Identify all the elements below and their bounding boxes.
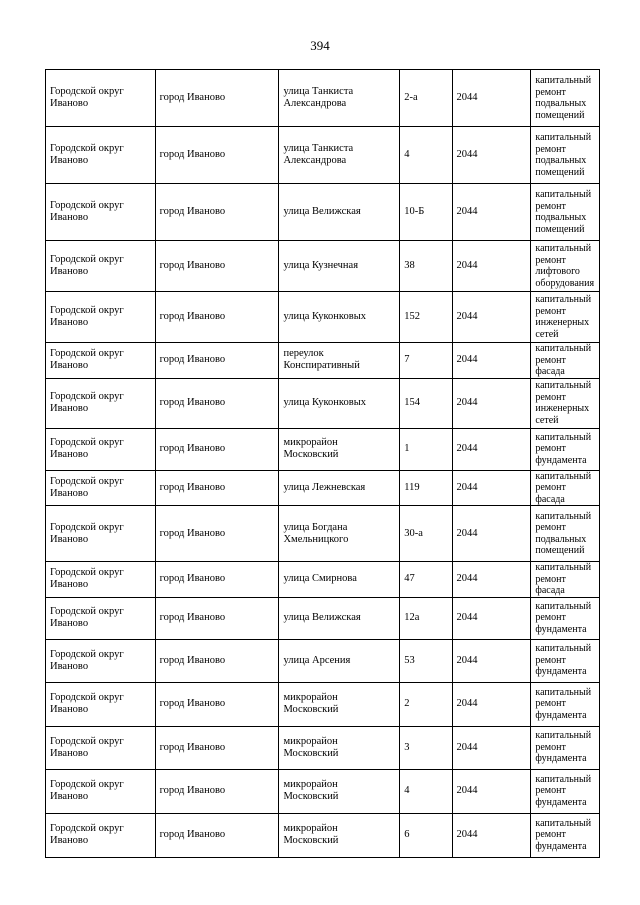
work-cell: капитальный ремонт фундамента	[531, 813, 600, 857]
city-cell: город Иваново	[155, 813, 279, 857]
house-cell: 7	[400, 343, 452, 379]
work-cell: капитальный ремонт фундамента	[531, 639, 600, 682]
year-cell: 2044	[452, 639, 531, 682]
city-cell: город Иваново	[155, 378, 279, 428]
city-cell: город Иваново	[155, 292, 279, 343]
work-cell: капитальный ремонт фасада	[531, 343, 600, 379]
house-cell: 12а	[400, 597, 452, 639]
year-cell: 2044	[452, 378, 531, 428]
page-number: 394	[310, 38, 330, 53]
street-cell: улица Смирнова	[279, 562, 400, 598]
year-cell: 2044	[452, 127, 531, 184]
region-cell: Городской округ Иваново	[46, 70, 156, 127]
city-cell: город Иваново	[155, 470, 279, 506]
house-cell: 38	[400, 241, 452, 292]
work-cell: капитальный ремонт фасада	[531, 470, 600, 506]
house-cell: 154	[400, 378, 452, 428]
table-row	[46, 562, 600, 598]
table-row	[46, 70, 600, 127]
city-cell: город Иваново	[155, 506, 279, 562]
region-cell: Городской округ Иваново	[46, 470, 156, 506]
year-cell: 2044	[452, 506, 531, 562]
city-cell: город Иваново	[155, 682, 279, 726]
work-cell: капитальный ремонт фундамента	[531, 769, 600, 813]
region-cell: Городской округ Иваново	[46, 597, 156, 639]
work-cell: капитальный ремонт инженерных сетей	[531, 378, 600, 428]
year-cell: 2044	[452, 597, 531, 639]
work-cell: капитальный ремонт подвальных помещений	[531, 70, 600, 127]
work-cell: капитальный ремонт фундамента	[531, 597, 600, 639]
table-row	[46, 378, 600, 428]
table-row	[46, 184, 600, 241]
house-cell: 1	[400, 428, 452, 470]
year-cell: 2044	[452, 70, 531, 127]
house-cell: 47	[400, 562, 452, 598]
table-row	[46, 292, 600, 343]
region-cell: Городской округ Иваново	[46, 241, 156, 292]
city-cell: город Иваново	[155, 184, 279, 241]
repair-schedule-table	[45, 69, 600, 858]
table-row	[46, 241, 600, 292]
street-cell: улица Кузнечная	[279, 241, 400, 292]
year-cell: 2044	[452, 682, 531, 726]
work-cell: капитальный ремонт фасада	[531, 562, 600, 598]
year-cell: 2044	[452, 813, 531, 857]
street-cell: улица Богдана Хмельницкого	[279, 506, 400, 562]
city-cell: город Иваново	[155, 241, 279, 292]
work-cell: капитальный ремонт инженерных сетей	[531, 292, 600, 343]
house-cell: 53	[400, 639, 452, 682]
table-row	[46, 127, 600, 184]
street-cell: улица Велижская	[279, 597, 400, 639]
street-cell: микрорайон Московский	[279, 726, 400, 769]
city-cell: город Иваново	[155, 769, 279, 813]
table-row	[46, 428, 600, 470]
year-cell: 2044	[452, 769, 531, 813]
street-cell: улица Танкиста Александрова	[279, 127, 400, 184]
region-cell: Городской округ Иваново	[46, 343, 156, 379]
region-cell: Городской округ Иваново	[46, 639, 156, 682]
city-cell: город Иваново	[155, 562, 279, 598]
street-cell: переулок Конспиративный	[279, 343, 400, 379]
city-cell: город Иваново	[155, 428, 279, 470]
region-cell: Городской округ Иваново	[46, 292, 156, 343]
house-cell: 4	[400, 127, 452, 184]
year-cell: 2044	[452, 292, 531, 343]
region-cell: Городской округ Иваново	[46, 378, 156, 428]
work-cell: капитальный ремонт фундамента	[531, 726, 600, 769]
city-cell: город Иваново	[155, 639, 279, 682]
street-cell: улица Арсения	[279, 639, 400, 682]
table-row	[46, 343, 600, 379]
table-row	[46, 726, 600, 769]
house-cell: 3	[400, 726, 452, 769]
house-cell: 6	[400, 813, 452, 857]
street-cell: микрорайон Московский	[279, 428, 400, 470]
year-cell: 2044	[452, 184, 531, 241]
table-row	[46, 597, 600, 639]
region-cell: Городской округ Иваново	[46, 562, 156, 598]
street-cell: улица Куконковых	[279, 378, 400, 428]
year-cell: 2044	[452, 726, 531, 769]
year-cell: 2044	[452, 562, 531, 598]
house-cell: 2-а	[400, 70, 452, 127]
street-cell: улица Куконковых	[279, 292, 400, 343]
table-row	[46, 639, 600, 682]
region-cell: Городской округ Иваново	[46, 127, 156, 184]
work-cell: капитальный ремонт фундамента	[531, 682, 600, 726]
work-cell: капитальный ремонт подвальных помещений	[531, 184, 600, 241]
table-row	[46, 682, 600, 726]
house-cell: 2	[400, 682, 452, 726]
city-cell: город Иваново	[155, 726, 279, 769]
house-cell: 10-Б	[400, 184, 452, 241]
house-cell: 152	[400, 292, 452, 343]
work-cell: капитальный ремонт фундамента	[531, 428, 600, 470]
house-cell: 119	[400, 470, 452, 506]
year-cell: 2044	[452, 343, 531, 379]
region-cell: Городской округ Иваново	[46, 769, 156, 813]
year-cell: 2044	[452, 470, 531, 506]
region-cell: Городской округ Иваново	[46, 428, 156, 470]
table-row	[46, 769, 600, 813]
region-cell: Городской округ Иваново	[46, 184, 156, 241]
work-cell: капитальный ремонт подвальных помещений	[531, 506, 600, 562]
year-cell: 2044	[452, 241, 531, 292]
house-cell: 4	[400, 769, 452, 813]
street-cell: микрорайон Московский	[279, 682, 400, 726]
region-cell: Городской округ Иваново	[46, 506, 156, 562]
table-row	[46, 506, 600, 562]
city-cell: город Иваново	[155, 70, 279, 127]
work-cell: капитальный ремонт лифтового оборудования	[531, 241, 600, 292]
street-cell: микрорайон Московский	[279, 813, 400, 857]
work-cell: капитальный ремонт подвальных помещений	[531, 127, 600, 184]
street-cell: улица Лежневская	[279, 470, 400, 506]
region-cell: Городской округ Иваново	[46, 726, 156, 769]
city-cell: город Иваново	[155, 597, 279, 639]
city-cell: город Иваново	[155, 127, 279, 184]
street-cell: микрорайон Московский	[279, 769, 400, 813]
region-cell: Городской округ Иваново	[46, 682, 156, 726]
region-cell: Городской округ Иваново	[46, 813, 156, 857]
street-cell: улица Танкиста Александрова	[279, 70, 400, 127]
year-cell: 2044	[452, 428, 531, 470]
city-cell: город Иваново	[155, 343, 279, 379]
table-row	[46, 470, 600, 506]
table-row	[46, 813, 600, 857]
street-cell: улица Велижская	[279, 184, 400, 241]
house-cell: 30-а	[400, 506, 452, 562]
